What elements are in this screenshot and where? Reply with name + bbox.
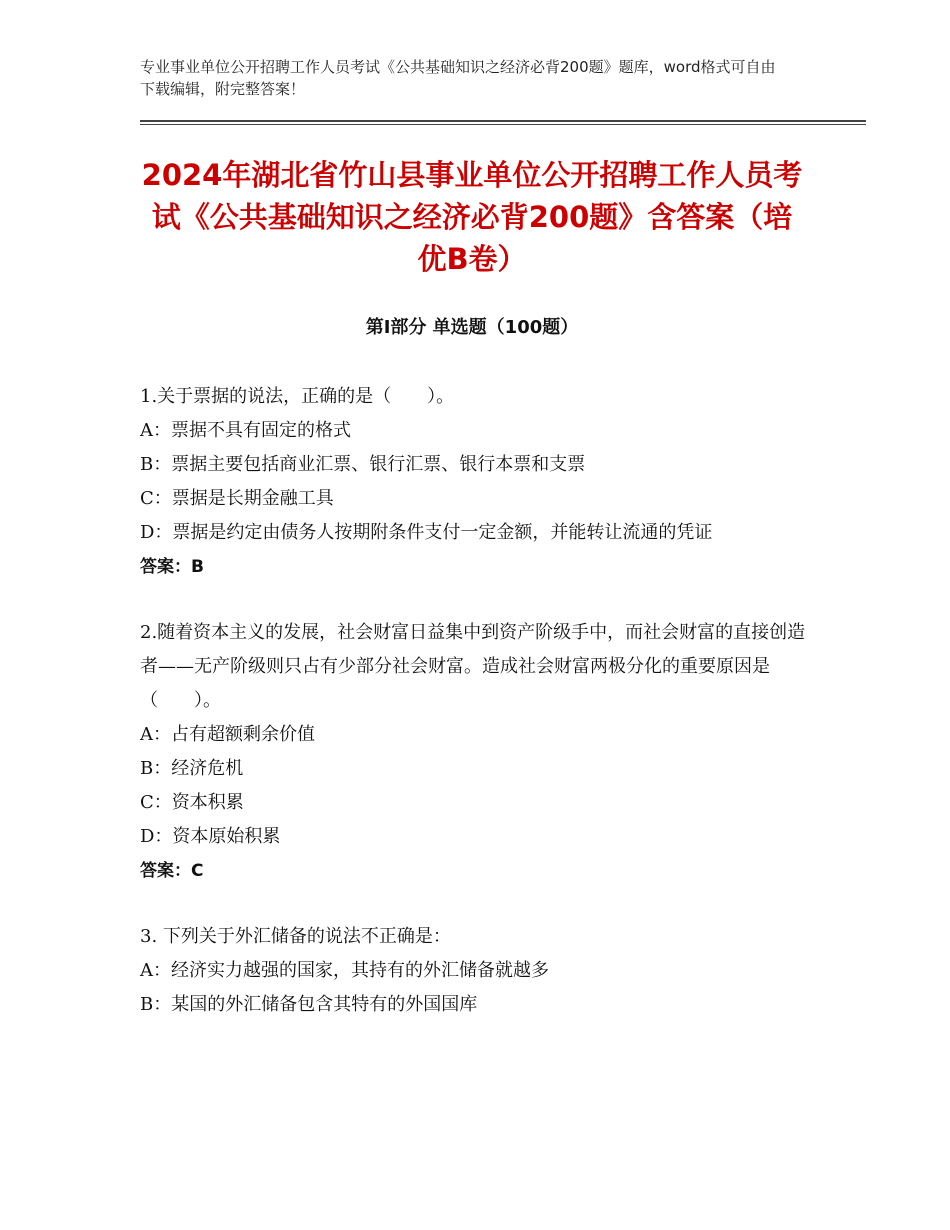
question-stem: 1.关于票据的说法，正确的是（ ）。 bbox=[140, 386, 455, 407]
section-heading: 第Ⅰ部分 单选题（100题） bbox=[365, 317, 579, 338]
option-a: A：票据不具有固定的格式 bbox=[140, 420, 351, 441]
document-title: 2024年湖北省竹山县事业单位公开招聘工作人员考试《公共基础知识之经济必背200题》含答案（培优B卷） bbox=[141, 158, 803, 276]
question-stem: 3. 下列关于外汇储备的说法不正确是： bbox=[140, 926, 451, 947]
header-divider bbox=[140, 120, 866, 125]
option-b: B：经济危机 bbox=[140, 758, 244, 779]
question-stem: 2.随着资本主义的发展，社会财富日益集中到资产阶级手中，而社会财富的直接创造者——无产阶级则只占有少部分社会财富。造成社会财富两极分化的重要原因是（ ）。 bbox=[140, 622, 806, 711]
header-note: 专业事业单位公开招聘工作人员考试《公共基础知识之经济必背200题》题库，word格式可自由下载编辑，附完整答案！ bbox=[140, 58, 776, 98]
answer: 答案：C bbox=[140, 861, 204, 881]
question-list bbox=[140, 380, 806, 1054]
option-c: C：票据是长期金融工具 bbox=[140, 488, 334, 509]
option-a: A：占有超额剩余价值 bbox=[140, 724, 315, 745]
option-d: D：资本原始积累 bbox=[140, 826, 281, 847]
option-d: D：票据是约定由债务人按期附条件支付一定金额，并能转让流通的凭证 bbox=[140, 522, 713, 543]
option-b: B：某国的外汇储备包含其特有的外国国库 bbox=[140, 994, 478, 1015]
option-a: A：经济实力越强的国家，其持有的外汇储备就越多 bbox=[140, 960, 549, 981]
question-2 bbox=[140, 616, 806, 888]
question-1 bbox=[140, 380, 806, 584]
option-b: B：票据主要包括商业汇票、银行汇票、银行本票和支票 bbox=[140, 454, 586, 475]
question-3 bbox=[140, 920, 806, 1022]
answer: 答案：B bbox=[140, 557, 204, 577]
option-c: C：资本积累 bbox=[140, 792, 244, 813]
